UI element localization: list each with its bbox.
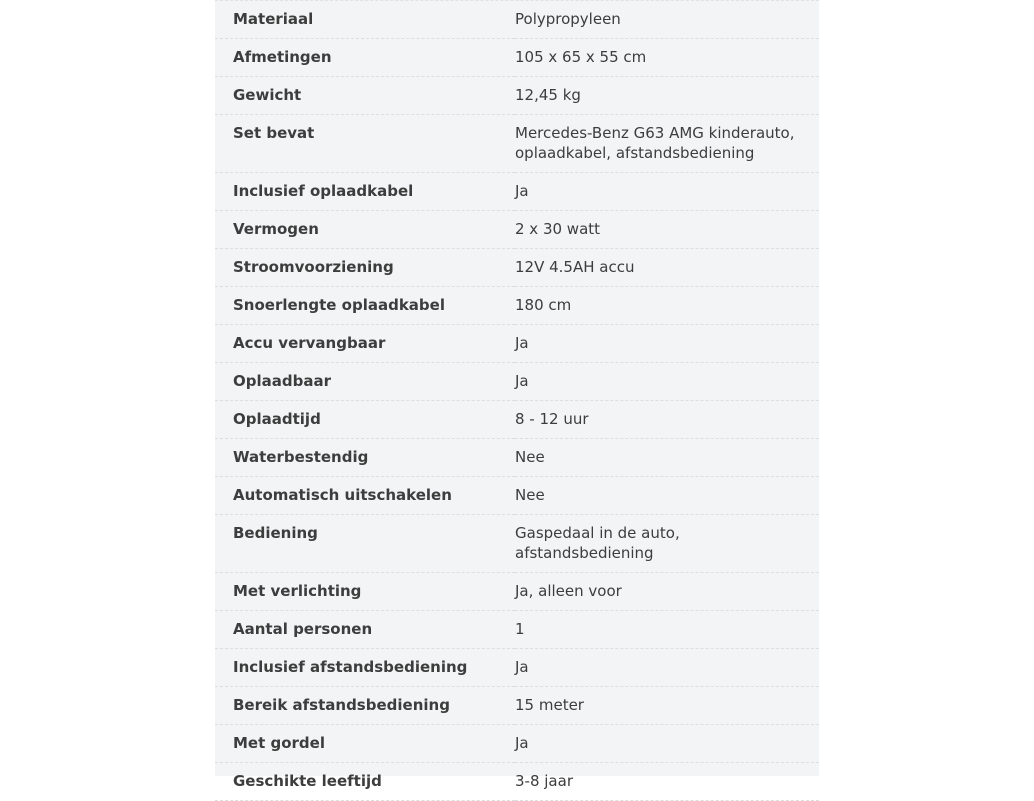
spec-value: Ja (515, 372, 529, 390)
spec-label: Met gordel (233, 734, 325, 752)
divider (215, 0, 819, 1)
spec-label: Inclusief oplaadkabel (233, 182, 414, 200)
spec-row-automatisch-uitschakelen (215, 477, 819, 515)
spec-row-snoerlengte-oplaadkabel (215, 287, 819, 325)
spec-value: Nee (515, 486, 545, 504)
spec-label: Stroomvoorziening (233, 258, 394, 276)
spec-row-vermogen (215, 211, 819, 249)
spec-label: Snoerlengte oplaadkabel (233, 296, 445, 314)
spec-label: Set bevat (233, 124, 315, 142)
spec-value: 12V 4.5AH accu (515, 258, 635, 276)
spec-label: Inclusief afstandsbediening (233, 658, 468, 676)
spec-label: Materiaal (233, 10, 314, 28)
spec-label: Oplaadbaar (233, 372, 331, 390)
spec-row-oplaadtijd (215, 401, 819, 439)
spec-row-set-bevat (215, 115, 819, 173)
spec-label: Bereik afstandsbediening (233, 696, 450, 714)
spec-value: 12,45 kg (515, 86, 581, 104)
spec-label: Gewicht (233, 86, 302, 104)
spec-row-inclusief-oplaadkabel (215, 173, 819, 211)
spec-row-oplaadbaar (215, 363, 819, 401)
spec-value: Ja (515, 734, 529, 752)
spec-label: Vermogen (233, 220, 319, 238)
spec-row-inclusief-afstandsbediening (215, 649, 819, 687)
spec-label: Accu vervangbaar (233, 334, 386, 352)
spec-label: Met verlichting (233, 582, 362, 600)
spec-value: 8 - 12 uur (515, 410, 589, 428)
spec-value: 105 x 65 x 55 cm (515, 48, 647, 66)
spec-value: Mercedes-Benz G63 AMG kinderauto, oplaadkabel, afstandsbediening (515, 124, 795, 162)
specifications-table (215, 0, 819, 801)
spec-value: Ja (515, 334, 529, 352)
spec-label: Oplaadtijd (233, 410, 321, 428)
spec-row-materiaal (215, 0, 819, 39)
spec-value: 2 x 30 watt (515, 220, 601, 238)
spec-label: Geschikte leeftijd (233, 772, 382, 790)
spec-value: Ja (515, 658, 529, 676)
spec-value: Nee (515, 448, 545, 466)
spec-value: Polypropyleen (515, 10, 621, 28)
spec-row-bediening (215, 515, 819, 573)
spec-value: Ja (515, 182, 529, 200)
spec-label: Afmetingen (233, 48, 332, 66)
spec-row-bereik-afstandsbediening (215, 687, 819, 725)
spec-row-stroomvoorziening (215, 249, 819, 287)
spec-row-met-verlichting (215, 573, 819, 611)
spec-row-afmetingen (215, 39, 819, 77)
spec-value: Gaspedaal in de auto, afstandsbediening (515, 524, 680, 562)
spec-value: Ja, alleen voor (515, 582, 622, 600)
spec-row-aantal-personen (215, 611, 819, 649)
spec-value: 3-8 jaar (515, 772, 573, 790)
spec-row-waterbestendig (215, 439, 819, 477)
spec-row-geschikte-leeftijd (215, 763, 819, 801)
specifications-panel (215, 0, 819, 790)
spec-label: Automatisch uitschakelen (233, 486, 452, 504)
spec-value: 180 cm (515, 296, 572, 314)
spec-value: 15 meter (515, 696, 584, 714)
spec-label: Bediening (233, 524, 318, 542)
spec-label: Aantal personen (233, 620, 373, 638)
spec-label: Waterbestendig (233, 448, 369, 466)
spec-row-gewicht (215, 77, 819, 115)
spec-row-met-gordel (215, 725, 819, 763)
spec-value: 1 (515, 620, 525, 638)
spec-row-accu-vervangbaar (215, 325, 819, 363)
